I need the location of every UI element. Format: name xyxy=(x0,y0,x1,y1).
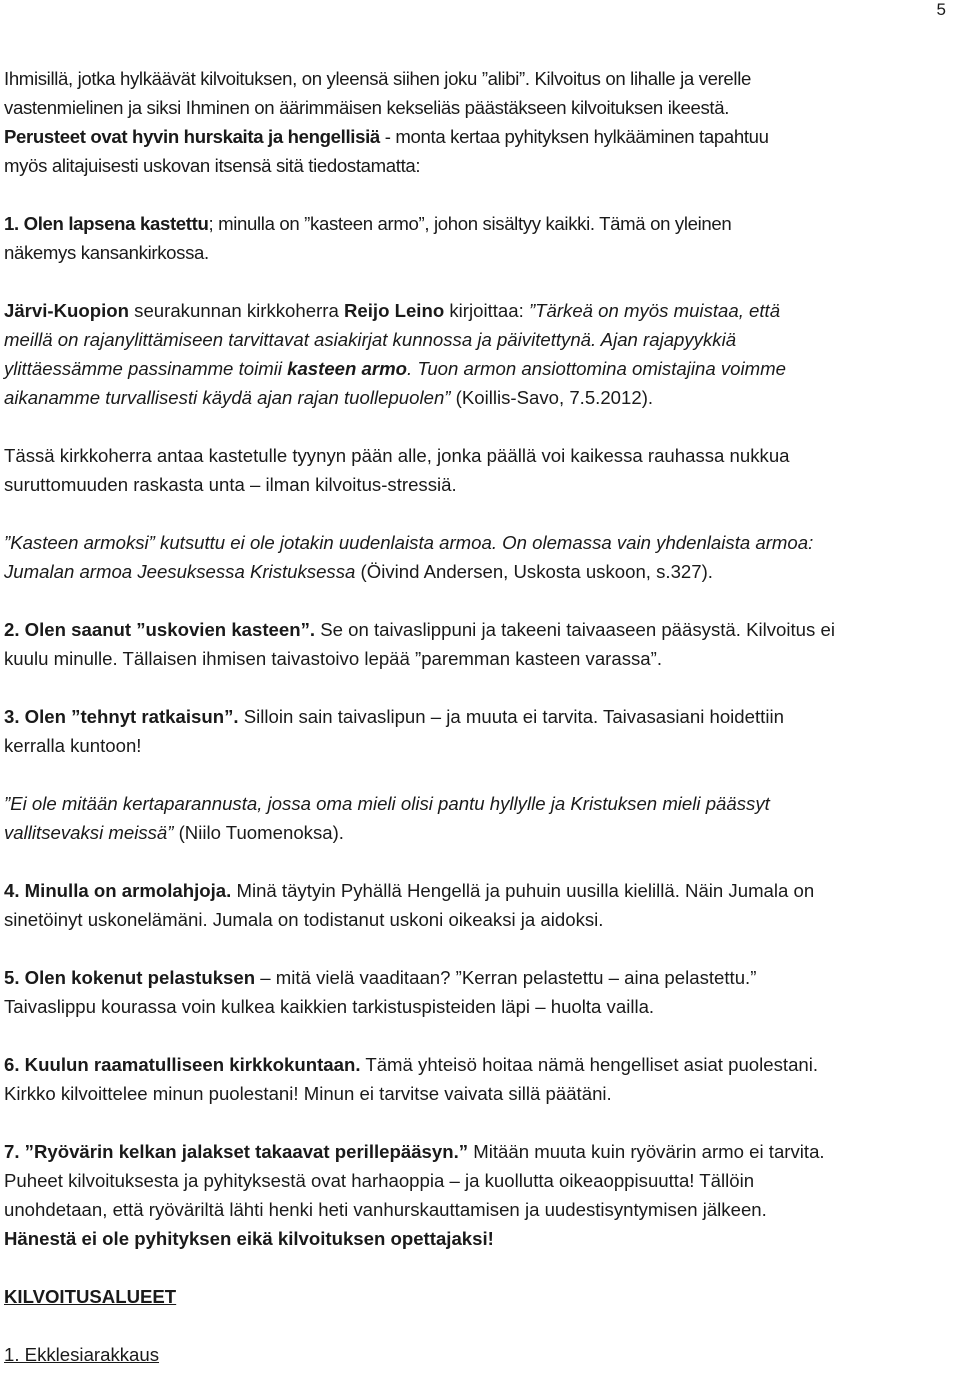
document-body xyxy=(4,64,960,1369)
text-line xyxy=(4,209,960,238)
quote-line: ”Ei ole mitään kertaparannusta, jossa oma mieli olisi pantu hyllylle ja Kristuksen mieli päässyt xyxy=(4,793,770,814)
bold-text: Järvi-Kuopion xyxy=(4,300,129,321)
text-line: suruttomuuden raskasta unta – ilman kilvoitus-stressiä. xyxy=(4,474,457,495)
text-span: seurakunnan kirkkoherra xyxy=(129,300,344,321)
paragraph-quote-andersen xyxy=(4,528,960,586)
text-line xyxy=(4,702,960,731)
paragraph-quote-leino xyxy=(4,296,960,412)
text-line: vastenmielinen ja siksi Ihminen on äärimmäisen kekseliäs päästäkseen kilvoituksen ikeestä. xyxy=(4,97,730,118)
subsection-heading xyxy=(4,1340,960,1369)
paragraph-point-4 xyxy=(4,876,960,934)
text-line xyxy=(4,876,960,905)
paragraph-intro xyxy=(4,64,960,180)
point-heading: 7. ”Ryövärin kelkan jalakset takaavat perillepääsyn.” xyxy=(4,1141,469,1162)
text-span: Mitään muuta kuin ryövärin armo ei tarvita. xyxy=(468,1141,825,1162)
section-heading xyxy=(4,1282,960,1311)
paragraph-point-3 xyxy=(4,702,960,760)
text-line: kerralla kuntoon! xyxy=(4,735,142,756)
text-line xyxy=(4,1050,960,1079)
text-span: kirjoittaa: xyxy=(444,300,529,321)
quote-line xyxy=(4,354,960,383)
point-heading: 6. Kuulun raamatulliseen kirkkokuntaan. xyxy=(4,1054,361,1075)
bold-text: Perusteet ovat hyvin hurskaita ja hengellisiä xyxy=(4,126,380,147)
quote-text: aikanamme turvallisesti käydä ajan rajan tuollepuolen” xyxy=(4,387,451,408)
text-line: unohdetaan, että ryöväriltä lähti henki heti vanhurskauttamisen ja uudestisyntymisen jälkeen. xyxy=(4,1199,767,1220)
text-span: Tämä yhteisö hoitaa nämä hengelliset asiat puolestani. xyxy=(360,1054,819,1075)
quote-line xyxy=(4,383,960,412)
point-heading: 3. Olen ”tehnyt ratkaisun”. xyxy=(4,706,239,727)
paragraph-quote-tuomenoksa xyxy=(4,789,960,847)
quote-text: Jumalan armoa Jeesuksessa Kristuksessa xyxy=(4,561,356,582)
quote-line: ”Kasteen armoksi” kutsuttu ei ole jotakin uudenlaista armoa. On olemassa vain yhdenlaista armoa: xyxy=(4,532,814,553)
text-line: Kirkko kilvoittelee minun puolestani! Minun ei tarvitse vaivata sillä päätäni. xyxy=(4,1083,612,1104)
quote-text: vallitsevaksi meissä” xyxy=(4,822,174,843)
paragraph-point-2 xyxy=(4,615,960,673)
quote-text: ”Tärkeä on myös muistaa, että xyxy=(528,300,781,321)
bold-text: Reijo Leino xyxy=(343,300,445,321)
quote-line xyxy=(4,818,960,847)
text-line xyxy=(4,615,960,644)
point-heading: 5. Olen kokenut pelastuksen xyxy=(4,967,256,988)
text-line xyxy=(4,1137,960,1166)
quote-text: ylittäessämme passinamme toimii xyxy=(4,358,288,379)
citation: (Koillis-Savo, 7.5.2012). xyxy=(450,387,654,408)
text-span: - monta kertaa pyhityksen hylkääminen tapahtuu xyxy=(379,126,769,147)
text-line: Taivaslippu kourassa voin kulkea kaikkien tarkistuspisteiden läpi – huolta vailla. xyxy=(4,996,655,1017)
text-line: myös alitajuisesti uskovan itsensä sitä tiedostamatta: xyxy=(4,155,421,176)
emphasis-text: kasteen armo xyxy=(287,358,408,379)
section-title: KILVOITUSALUEET xyxy=(4,1286,177,1307)
paragraph-point-7 xyxy=(4,1137,960,1253)
text-line xyxy=(4,122,960,151)
citation: (Niilo Tuomenoksa). xyxy=(173,822,344,843)
quote-text: . Tuon armon ansiottomina omistajina voimme xyxy=(407,358,786,379)
point-heading: 1. Olen lapsena kastettu xyxy=(4,213,209,234)
subsection-title: 1. Ekklesiarakkaus xyxy=(4,1344,160,1365)
text-span: Se on taivaslippuni ja takeeni taivaaseen pääsystä. Kilvoitus ei xyxy=(315,619,835,640)
text-line: näkemys kansankirkossa. xyxy=(4,242,209,263)
text-span: – mitä vielä vaaditaan? ”Kerran pelastettu – aina pelastettu.” xyxy=(255,967,757,988)
citation: (Öivind Andersen, Uskosta uskoon, s.327). xyxy=(355,561,713,582)
text-line: Tässä kirkkoherra antaa kastetulle tyynyn pään alle, jonka päällä voi kaikessa rauhassa nukkua xyxy=(4,445,790,466)
point-heading: 2. Olen saanut ”uskovien kasteen”. xyxy=(4,619,316,640)
text-span: Minä täytyin Pyhällä Hengellä ja puhuin uusilla kielillä. Näin Jumala on xyxy=(231,880,815,901)
page-number: 5 xyxy=(936,0,946,19)
paragraph-point-1 xyxy=(4,209,960,267)
text-line: sinetöinyt uskonelämäni. Jumala on todistanut uskoni oikeaksi ja aidoksi. xyxy=(4,909,604,930)
text-line xyxy=(4,963,960,992)
point-heading: 4. Minulla on armolahjoja. xyxy=(4,880,232,901)
text-line: Puheet kilvoituksesta ja pyhityksestä ovat harhaoppia – ja kuollutta oikeaoppisuutta! Tällöin xyxy=(4,1170,755,1191)
text-line: Ihmisillä, jotka hylkäävät kilvoituksen, on yleensä siihen joku ”alibi”. Kilvoitus on lihalle ja verelle xyxy=(4,68,751,89)
quote-line: meillä on rajanylittämiseen tarvittavat asiakirjat kunnossa ja päivitettynä. Ajan rajapyykkiä xyxy=(4,329,737,350)
text-line xyxy=(4,296,960,325)
paragraph-point-5 xyxy=(4,963,960,1021)
quote-line xyxy=(4,557,960,586)
paragraph-commentary xyxy=(4,441,960,499)
text-span: Silloin sain taivaslipun – ja muuta ei tarvita. Taivasasiani hoidettiin xyxy=(238,706,784,727)
text-span: ; minulla on ”kasteen armo”, johon sisältyy kaikki. Tämä on yleinen xyxy=(208,213,732,234)
emphasis-line: Hänestä ei ole pyhityksen eikä kilvoituksen opettajaksi! xyxy=(4,1228,494,1249)
text-line: kuulu minulle. Tällaisen ihmisen taivastoivo lepää ”paremman kasteen varassa”. xyxy=(4,648,662,669)
paragraph-point-6 xyxy=(4,1050,960,1108)
